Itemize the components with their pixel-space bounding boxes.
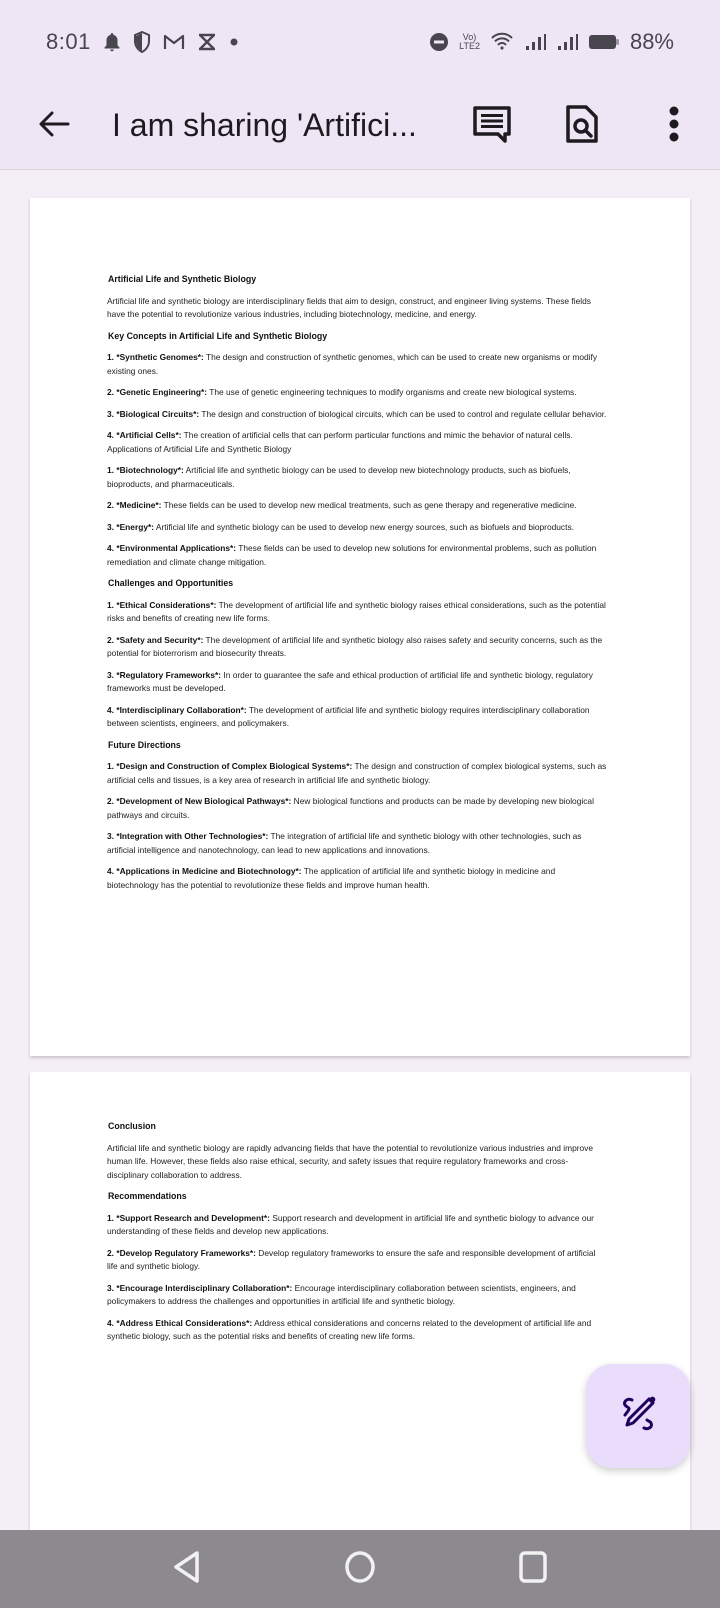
list-item: 2. *Genetic Engineering*: The use of genetic engineering techniques to modify organisms and create new biological systems.: [107, 387, 577, 397]
signal-1-icon: [524, 33, 546, 51]
document-page-1: [30, 198, 690, 1056]
conclusion-paragraph: Artificial life and synthetic biology are rapidly advancing fields that have the potential to revolutionize various industries and improve human life. However, these fields also raise ethical, security, and safety issues that require regulatory frameworks and cross-disciplinary collaboration to address.: [107, 1142, 594, 1180]
edit-fab-button[interactable]: [586, 1364, 690, 1468]
list-item: 1. *Design and Construction of Complex Biological Systems*: The design and construction of complex biological systems, such as artificial cells and tissues, is a key area of research in artificial life and synthetic biology.: [107, 761, 607, 785]
status-bar: [0, 0, 720, 84]
recommendations-heading: Recommendations: [108, 1191, 187, 1201]
find-in-document-button[interactable]: [558, 102, 606, 150]
status-right: [429, 29, 674, 55]
volte-lte2-icon: Vo) LTE2: [459, 32, 480, 51]
list-item: 1. *Support Research and Development*: Support research and development in artificial life and synthetic biology to advance our understanding of these fields and develop new applications.: [107, 1212, 594, 1236]
dot-icon: [229, 37, 239, 47]
list-item: 4. *Environmental Applications*: These fields can be used to develop new solutions for environmental problems, such as pollution remediation and climate change mitigation.: [107, 543, 597, 567]
battery-percent: 88%: [629, 29, 674, 54]
document-heading: Artificial Life and Synthetic Biology: [108, 274, 257, 284]
bell-icon: [103, 32, 121, 52]
document-page-2: [30, 1072, 690, 1530]
nav-back-button[interactable]: [159, 1541, 215, 1597]
list-item: 4. *Artificial Cells*: The creation of artificial cells that can perform particular functions and mimic the behavior of natural cells. Applications of Artificial Life and Synthetic Biology: [107, 430, 573, 454]
comments-button[interactable]: [468, 102, 516, 150]
list-item: 2. *Development of New Biological Pathways*: New biological functions and products can be made by developing new biological pathways and circuits.: [107, 796, 594, 820]
back-button[interactable]: [32, 104, 76, 148]
signal-2-icon: [556, 33, 578, 51]
comments-icon: [472, 105, 512, 148]
list-item: 4. *Interdisciplinary Collaboration*: The development of artificial life and synthetic biology requires interdisciplinary collaboration between scientists, engineers, and policymakers.: [107, 704, 590, 728]
do-not-disturb-icon: [429, 32, 449, 52]
list-item: 1. *Ethical Considerations*: The development of artificial life and synthetic biology raises ethical considerations, such as the potential risks and benefits of creating new life forms.: [107, 599, 606, 623]
document-viewer[interactable]: [0, 170, 720, 1530]
arrow-back-icon: [38, 110, 70, 143]
more-vert-icon: [668, 105, 680, 148]
list-item: 3. *Energy*: Artificial life and synthetic biology can be used to develop new energy sources, such as biofuels and bioproducts.: [107, 521, 574, 532]
app-bar: [0, 84, 720, 170]
list-item: 4. *Applications in Medicine and Biotechnology*: The application of artificial life and synthetic biology in medicine and biotechnology has the potential to revolutionize these fields and improve human health.: [107, 866, 556, 890]
status-time: 8:01: [46, 29, 91, 54]
list-item: 3. *Biological Circuits*: The design and construction of biological circuits, which can be used to control and regulate cellular behavior.: [107, 408, 607, 419]
shield-icon: [133, 31, 151, 53]
nav-recents-button[interactable]: [505, 1541, 561, 1597]
list-item: 3. *Encourage Interdisciplinary Collaboration*: Encourage interdisciplinary collaboration between scientists, engineers, and policymakers to address the challenges and opportunities in artificial life and synthetic biology.: [107, 1282, 576, 1306]
conclusion-heading: Conclusion: [108, 1121, 156, 1131]
wifi-icon: [490, 32, 514, 52]
find-in-document-icon: [565, 104, 599, 149]
gmail-icon: [163, 33, 185, 51]
battery-icon: [588, 33, 620, 51]
nav-back-icon: [172, 1550, 202, 1589]
list-item: 4. *Address Ethical Considerations*: Address ethical considerations and concerns related to the development of artificial life and synthetic biology, such as the potential risks and benefits of creating new life forms.: [107, 1317, 592, 1341]
list-item: 1. *Synthetic Genomes*: The design and construction of synthetic genomes, which can be used to create new organisms or modify existing ones.: [107, 352, 598, 376]
list-item: 3. *Regulatory Frameworks*: In order to guarantee the safe and ethical production of artificial life and synthetic biology, regulatory frameworks must be developed.: [107, 669, 593, 693]
intro-paragraph: Artificial life and synthetic biology are interdisciplinary fields that aim to design, construct, and engineer living systems. These fields have the potential to revolutionize various industries, including biotechnology, medicine, and energy.: [107, 295, 591, 319]
list-item: 2. *Safety and Security*: The development of artificial life and synthetic biology also raises safety and security concerns, such as the potential for bioterrorism and biosecurity threats.: [107, 634, 603, 658]
status-left: [46, 29, 239, 55]
section-heading: Challenges and Opportunities: [108, 578, 234, 588]
list-item: 2. *Medicine*: These fields can be used to develop new medical treatments, such as gene therapy and regenerative medicine.: [107, 500, 577, 510]
section-heading: Future Directions: [108, 739, 181, 750]
edit-draw-icon: [618, 1394, 658, 1439]
section-heading: Key Concepts in Artificial Life and Synthetic Biology: [108, 330, 328, 341]
list-item: 1. *Biotechnology*: Artificial life and synthetic biology can be used to develop new biotechnology products, such as biofuels, bioproducts, and pharmaceuticals.: [107, 465, 571, 489]
list-item: 3. *Integration with Other Technologies*: The integration of artificial life and synthetic biology with other technologies, such as artificial intelligence and nanotechnology, can lead to new applications and innovations.: [107, 831, 582, 855]
list-item: 2. *Develop Regulatory Frameworks*: Develop regulatory frameworks to ensure the safe and responsible development of artificial life and synthetic biology.: [107, 1247, 596, 1271]
page-1-content: [107, 273, 607, 900]
nav-recents-icon: [518, 1550, 548, 1589]
more-options-button[interactable]: [650, 102, 698, 150]
document-title: I am sharing 'Artifici...: [112, 107, 417, 143]
nav-home-icon: [343, 1550, 377, 1589]
capcut-icon: [197, 33, 217, 51]
nav-home-button[interactable]: [332, 1541, 388, 1597]
page-2-content: [107, 1120, 607, 1352]
system-nav-bar: [0, 1530, 720, 1608]
